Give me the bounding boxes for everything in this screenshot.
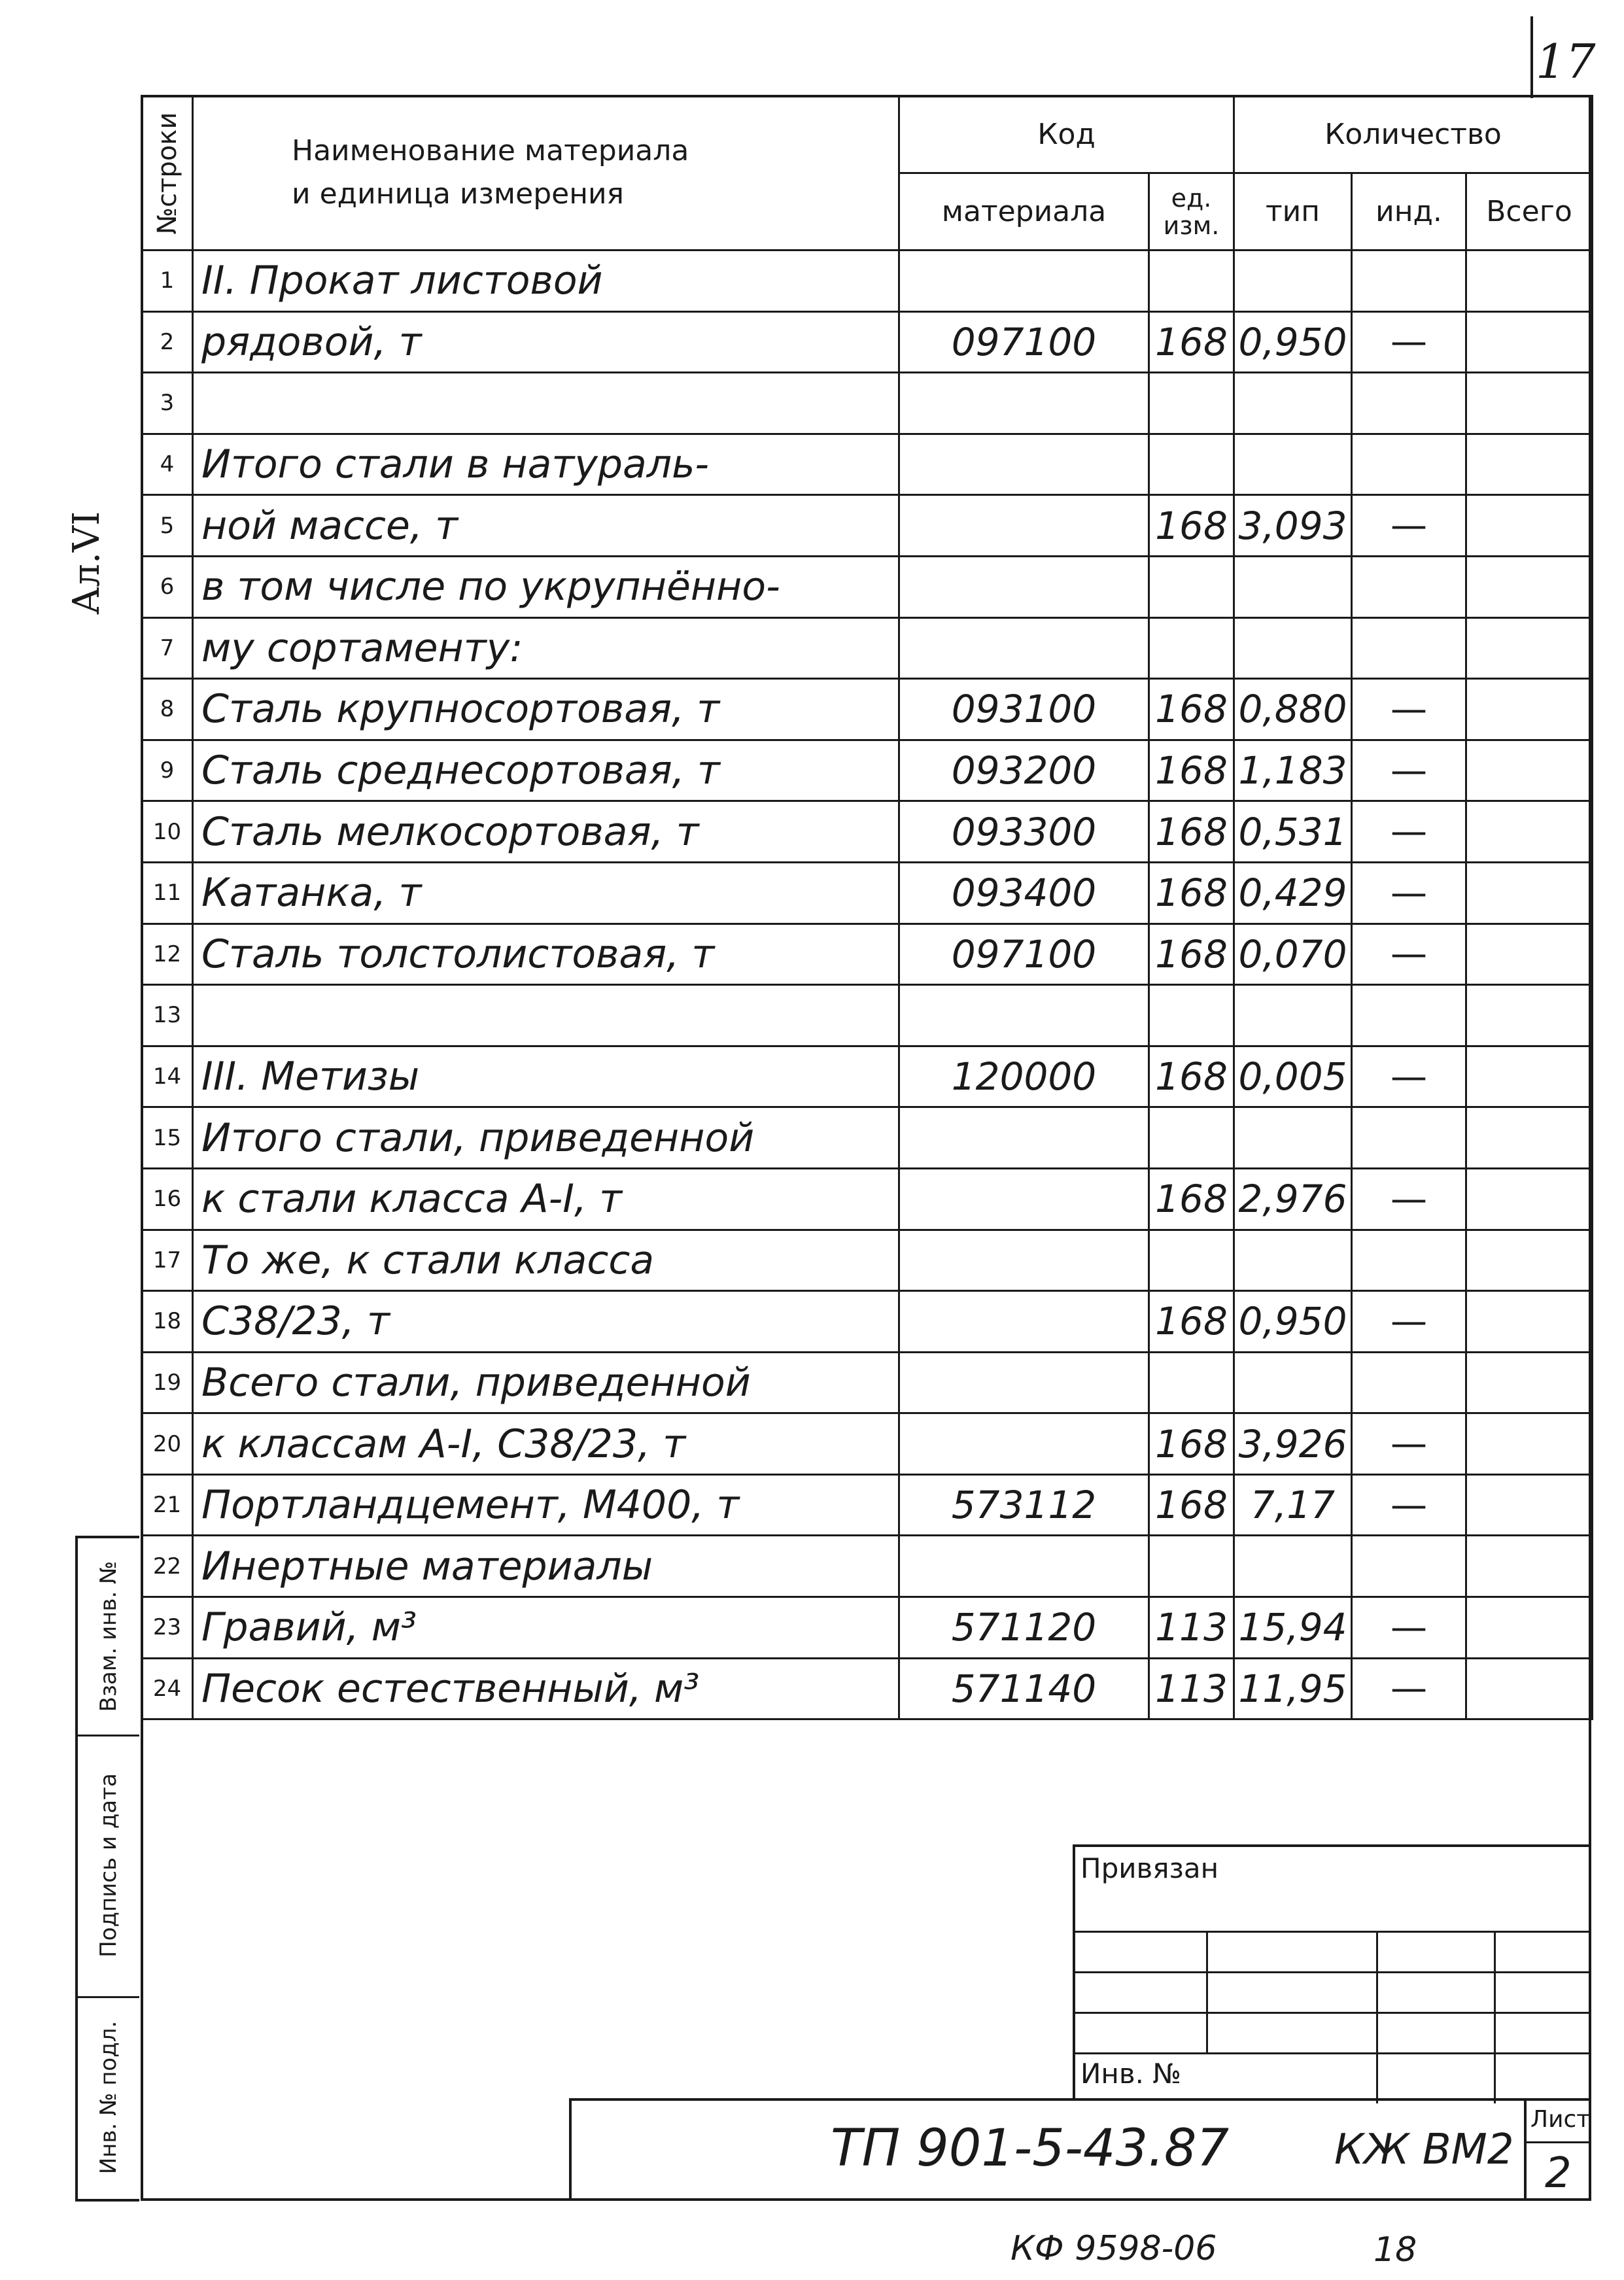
- privyazan-label: Привязан: [1080, 1852, 1219, 1884]
- quantity-total: [1466, 373, 1593, 434]
- side-stamp: [75, 1536, 139, 2202]
- quantity-type: [1234, 556, 1352, 617]
- quantity-ind: —: [1352, 1291, 1466, 1353]
- material-code: 093200: [899, 740, 1149, 801]
- material-name: То же, к стали класса: [193, 1230, 899, 1291]
- privyazan-line: [1075, 2012, 1591, 2014]
- unit-code: 168: [1149, 495, 1234, 557]
- row-number: 13: [142, 985, 193, 1046]
- quantity-header: Количество: [1234, 96, 1593, 173]
- material-name: к стали класса A-I, т: [193, 1168, 899, 1230]
- row-number: 6: [142, 556, 193, 617]
- sheet-number: 17: [1536, 34, 1596, 89]
- material-name: Инертные материалы: [193, 1536, 899, 1597]
- quantity-ind: [1352, 373, 1466, 434]
- table-row: [142, 1597, 1593, 1659]
- table-row: [142, 740, 1593, 801]
- table-row: [142, 495, 1593, 557]
- table-row: [142, 1658, 1593, 1719]
- quantity-total: [1466, 924, 1593, 985]
- title-block-top-line: [569, 2098, 1591, 2101]
- row-number: 4: [142, 434, 193, 495]
- corner-line: [1530, 16, 1533, 98]
- row-number: 11: [142, 862, 193, 924]
- quantity-ind: —: [1352, 1168, 1466, 1230]
- table-row: [142, 985, 1593, 1046]
- material-name: Песок естественный, м³: [193, 1658, 899, 1719]
- quantity-total: [1466, 1597, 1593, 1659]
- sheet-value: 2: [1545, 2149, 1572, 2198]
- quantity-total: [1466, 250, 1593, 312]
- quantity-total: [1466, 1352, 1593, 1413]
- row-number: 20: [142, 1413, 193, 1475]
- page-number: 18: [1373, 2230, 1417, 2270]
- quantity-ind: —: [1352, 801, 1466, 863]
- title-block-left-line: [569, 2098, 572, 2201]
- row-number-header: №строки: [142, 96, 193, 250]
- unit-code: 168: [1149, 924, 1234, 985]
- row-number: 19: [142, 1352, 193, 1413]
- quantity-type: 3,093: [1234, 495, 1352, 557]
- material-name: III. Метизы: [193, 1046, 899, 1107]
- vzam-inv-cell: [78, 1538, 139, 1736]
- quantity-total: [1466, 1046, 1593, 1107]
- material-name: Итого стали, приведенной: [193, 1107, 899, 1169]
- quantity-type: 7,17: [1234, 1474, 1352, 1536]
- privyazan-line: [1075, 1931, 1591, 1933]
- quantity-type: [1234, 1352, 1352, 1413]
- quantity-type: [1234, 250, 1352, 312]
- material-code: 097100: [899, 311, 1149, 373]
- unit-code: 168: [1149, 862, 1234, 924]
- table-row: [142, 1291, 1593, 1353]
- quantity-total: [1466, 801, 1593, 863]
- row-number: 8: [142, 679, 193, 740]
- unit-code: [1149, 1107, 1234, 1169]
- table-row: [142, 434, 1593, 495]
- album-mark: Ал.VI: [65, 511, 108, 615]
- privyazan-vline: [1494, 1931, 1496, 2103]
- material-name: Гравий, м³: [193, 1597, 899, 1659]
- table-row: [142, 1168, 1593, 1230]
- quantity-type: [1234, 1230, 1352, 1291]
- quantity-ind: —: [1352, 1413, 1466, 1475]
- row-number: 2: [142, 311, 193, 373]
- sheet-separator: [1527, 2141, 1591, 2143]
- quantity-type: 0,005: [1234, 1046, 1352, 1107]
- quantity-type-header: тип: [1234, 173, 1352, 250]
- material-code: [899, 556, 1149, 617]
- unit-code: 168: [1149, 1474, 1234, 1536]
- sheet-label: Лист: [1530, 2106, 1591, 2133]
- sheet-box: [1524, 2098, 1591, 2201]
- row-number: 7: [142, 617, 193, 679]
- material-code: 093400: [899, 862, 1149, 924]
- row-number: 14: [142, 1046, 193, 1107]
- material-code: [899, 1168, 1149, 1230]
- material-code: 571120: [899, 1597, 1149, 1659]
- row-number: 17: [142, 1230, 193, 1291]
- row-number: 16: [142, 1168, 193, 1230]
- table-row: [142, 679, 1593, 740]
- unit-code: [1149, 985, 1234, 1046]
- quantity-ind: [1352, 1536, 1466, 1597]
- quantity-type: 0,880: [1234, 679, 1352, 740]
- privyazan-line: [1075, 1971, 1591, 1973]
- material-code: 093300: [899, 801, 1149, 863]
- code-unit-header: ед. изм.: [1149, 173, 1234, 250]
- quantity-ind: —: [1352, 311, 1466, 373]
- archive-code: КФ 9598-06: [1011, 2229, 1217, 2268]
- material-code: 571140: [899, 1658, 1149, 1719]
- material-code: [899, 373, 1149, 434]
- unit-code: 168: [1149, 1046, 1234, 1107]
- quantity-total: [1466, 1291, 1593, 1353]
- quantity-type: 11,95: [1234, 1658, 1352, 1719]
- table-row: [142, 1474, 1593, 1536]
- quantity-total: [1466, 985, 1593, 1046]
- quantity-type: 3,926: [1234, 1413, 1352, 1475]
- table-row: [142, 1536, 1593, 1597]
- table-row: [142, 311, 1593, 373]
- table-row: [142, 1230, 1593, 1291]
- row-number: 1: [142, 250, 193, 312]
- row-number: 18: [142, 1291, 193, 1353]
- table-row: [142, 250, 1593, 312]
- unit-code: 168: [1149, 801, 1234, 863]
- quantity-type: [1234, 617, 1352, 679]
- material-name: Портландцемент, М400, т: [193, 1474, 899, 1536]
- unit-code: [1149, 250, 1234, 312]
- quantity-type: [1234, 1107, 1352, 1169]
- unit-code: 168: [1149, 1168, 1234, 1230]
- quantity-ind: —: [1352, 924, 1466, 985]
- material-name: к классам A-I, C38/23, т: [193, 1413, 899, 1475]
- quantity-total: [1466, 1230, 1593, 1291]
- material-name: С38/23, т: [193, 1291, 899, 1353]
- quantity-total: [1466, 495, 1593, 557]
- table-row: [142, 801, 1593, 863]
- quantity-ind: [1352, 556, 1466, 617]
- unit-code: 168: [1149, 1413, 1234, 1475]
- unit-code: 168: [1149, 1291, 1234, 1353]
- material-name: Итого стали в натураль-: [193, 434, 899, 495]
- unit-code: 113: [1149, 1597, 1234, 1659]
- material-name: [193, 985, 899, 1046]
- material-code: [899, 495, 1149, 557]
- document-mark: КЖ ВМ2: [1334, 2126, 1514, 2174]
- quantity-ind: [1352, 1352, 1466, 1413]
- quantity-ind: [1352, 985, 1466, 1046]
- material-code: 120000: [899, 1046, 1149, 1107]
- name-header: Наименование материала и единица измерения: [193, 96, 899, 250]
- inv-podl-label: Инв. № подл.: [95, 2020, 122, 2175]
- material-code: [899, 1352, 1149, 1413]
- unit-code: [1149, 1536, 1234, 1597]
- row-number: 21: [142, 1474, 193, 1536]
- quantity-total: [1466, 679, 1593, 740]
- inv-no-label: Инв. №: [1080, 2058, 1182, 2090]
- quantity-total: [1466, 1536, 1593, 1597]
- vzam-inv-label: Взам. инв. №: [95, 1561, 122, 1712]
- quantity-ind: [1352, 1107, 1466, 1169]
- privyazan-vline: [1376, 1931, 1378, 2103]
- unit-code: 168: [1149, 740, 1234, 801]
- quantity-ind-header: инд.: [1352, 173, 1466, 250]
- quantity-total-header: Всего: [1466, 173, 1593, 250]
- quantity-type: [1234, 434, 1352, 495]
- privyazan-block: [1073, 1844, 1591, 2101]
- quantity-type: [1234, 1536, 1352, 1597]
- materials-table: [141, 95, 1593, 1720]
- material-code: [899, 434, 1149, 495]
- quantity-ind: —: [1352, 495, 1466, 557]
- row-number: 3: [142, 373, 193, 434]
- quantity-ind: [1352, 250, 1466, 312]
- document-code: ТП 901-5-43.87: [831, 2119, 1230, 2178]
- material-name: Всего стали, приведенной: [193, 1352, 899, 1413]
- quantity-ind: —: [1352, 1046, 1466, 1107]
- material-name: Сталь среднесортовая, т: [193, 740, 899, 801]
- quantity-total: [1466, 434, 1593, 495]
- material-code: 093100: [899, 679, 1149, 740]
- row-number: 15: [142, 1107, 193, 1169]
- quantity-ind: —: [1352, 679, 1466, 740]
- row-number: 24: [142, 1658, 193, 1719]
- material-name: II. Прокат листовой: [193, 250, 899, 312]
- quantity-total: [1466, 311, 1593, 373]
- table-row: [142, 617, 1593, 679]
- quantity-total: [1466, 1413, 1593, 1475]
- unit-code: 113: [1149, 1658, 1234, 1719]
- signature-label: Подпись и дата: [95, 1773, 122, 1958]
- quantity-total: [1466, 617, 1593, 679]
- table-row: [142, 556, 1593, 617]
- quantity-ind: —: [1352, 740, 1466, 801]
- quantity-type: [1234, 985, 1352, 1046]
- inv-podl-cell: [78, 1996, 139, 2199]
- table-row: [142, 1352, 1593, 1413]
- material-name: в том числе по укрупнённо-: [193, 556, 899, 617]
- unit-code: [1149, 1352, 1234, 1413]
- quantity-ind: [1352, 434, 1466, 495]
- quantity-total: [1466, 1658, 1593, 1719]
- row-number: 22: [142, 1536, 193, 1597]
- quantity-type: 2,976: [1234, 1168, 1352, 1230]
- unit-code: [1149, 373, 1234, 434]
- material-name: му сортаменту:: [193, 617, 899, 679]
- table-row: [142, 1046, 1593, 1107]
- material-name: ной массе, т: [193, 495, 899, 557]
- quantity-type: 0,429: [1234, 862, 1352, 924]
- material-name: рядовой, т: [193, 311, 899, 373]
- privyazan-vline: [1206, 1931, 1208, 2052]
- material-name: [193, 373, 899, 434]
- material-code: [899, 1413, 1149, 1475]
- quantity-type: 15,94: [1234, 1597, 1352, 1659]
- quantity-ind: —: [1352, 1474, 1466, 1536]
- table-body: [142, 250, 1593, 1719]
- table-row: [142, 373, 1593, 434]
- quantity-ind: —: [1352, 862, 1466, 924]
- material-code: 573112: [899, 1474, 1149, 1536]
- signature-cell: [78, 1735, 139, 1998]
- quantity-type: 0,950: [1234, 1291, 1352, 1353]
- quantity-total: [1466, 1107, 1593, 1169]
- code-header: Код: [899, 96, 1234, 173]
- privyazan-line: [1075, 2052, 1591, 2054]
- table-row: [142, 862, 1593, 924]
- row-number: 5: [142, 495, 193, 557]
- table-row: [142, 1107, 1593, 1169]
- quantity-ind: [1352, 617, 1466, 679]
- material-code: [899, 1230, 1149, 1291]
- material-code: [899, 617, 1149, 679]
- material-code: [899, 1291, 1149, 1353]
- material-name: Сталь мелкосортовая, т: [193, 801, 899, 863]
- quantity-type: 0,950: [1234, 311, 1352, 373]
- quantity-type: 0,070: [1234, 924, 1352, 985]
- quantity-total: [1466, 740, 1593, 801]
- row-number: 23: [142, 1597, 193, 1659]
- quantity-total: [1466, 1474, 1593, 1536]
- quantity-ind: [1352, 1230, 1466, 1291]
- material-name: Катанка, т: [193, 862, 899, 924]
- quantity-type: 0,531: [1234, 801, 1352, 863]
- material-code: [899, 250, 1149, 312]
- material-code: 097100: [899, 924, 1149, 985]
- material-name: Сталь толстолистовая, т: [193, 924, 899, 985]
- quantity-total: [1466, 556, 1593, 617]
- unit-code: [1149, 556, 1234, 617]
- unit-code: [1149, 1230, 1234, 1291]
- table-row: [142, 1413, 1593, 1475]
- quantity-total: [1466, 862, 1593, 924]
- quantity-type: 1,183: [1234, 740, 1352, 801]
- unit-code: [1149, 617, 1234, 679]
- unit-code: 168: [1149, 311, 1234, 373]
- material-code: [899, 1107, 1149, 1169]
- quantity-type: [1234, 373, 1352, 434]
- quantity-total: [1466, 1168, 1593, 1230]
- quantity-ind: —: [1352, 1658, 1466, 1719]
- material-code: [899, 985, 1149, 1046]
- material-code: [899, 1536, 1149, 1597]
- row-number: 9: [142, 740, 193, 801]
- unit-code: 168: [1149, 679, 1234, 740]
- row-number: 10: [142, 801, 193, 863]
- quantity-ind: —: [1352, 1597, 1466, 1659]
- row-number: 12: [142, 924, 193, 985]
- material-name: Сталь крупносортовая, т: [193, 679, 899, 740]
- code-material-header: материала: [899, 173, 1149, 250]
- table-row: [142, 924, 1593, 985]
- unit-code: [1149, 434, 1234, 495]
